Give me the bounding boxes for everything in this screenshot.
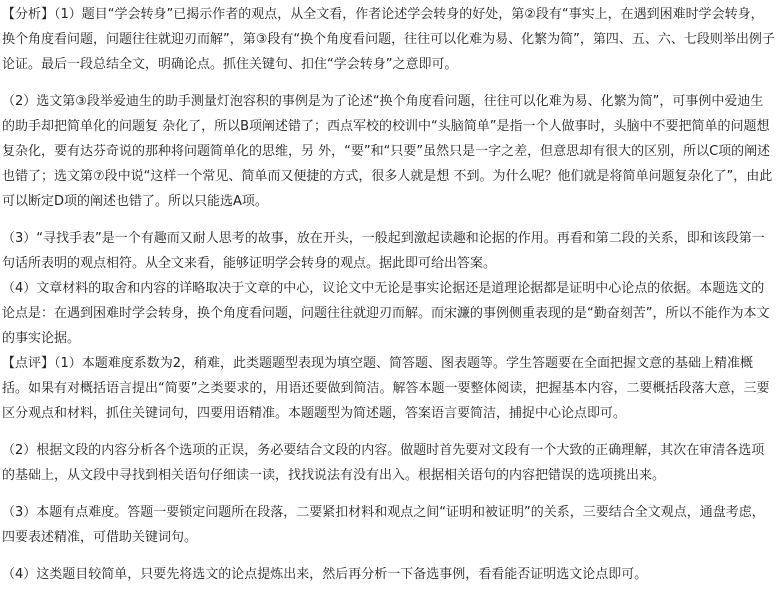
- comment-text-1: （1）本题难度系数为2，稍难，此类题题型表现为填空题、简答题、图表题等。学生答题要在全面把握文意的基础上精准概括。如果有对概括语言提出“简要”之类要求的，用语还要做到简洁。解答本题一要整体阅读，把握基本内容，二要概括段落大意，三要区分观点和材料，抓住关键词句，四要用语精准。本题题型为简述题，答案语言要简洁，捕捉中心论点即可。: [2, 356, 770, 421]
- comment-paragraph-2: （2）根据文段的内容分析各个选项的正误，务必要结合文段的内容。做题时首先要对文段有一个大致的正确理解，其次在审清各选项的基础上，从文段中寻找到相关语句仔细读一读，找找说法有没有出入。根据相关语句的内容把错误的选项挑出来。: [2, 443, 765, 483]
- comment-paragraph-4: （4）这类题目较简单，只要先将选文的论点提炼出来，然后再分析一下备选事例，看看能否证明选文论点即可。: [2, 567, 648, 582]
- comment-paragraph-1: [2, 351, 776, 426]
- analysis-paragraph-1: [2, 2, 776, 77]
- analysis-paragraph-4: （4）文章材料的取舍和内容的详略取决于文章的中心，议论文中无论是事实论据还是道理论据都是证明中心论点的依据。本题选文的论点是：在遇到困难时学会转身，换个角度看问题，问题往往就迎刃而解。而宋濂的事例侧重表现的是“勤奋刻苦”，所以不能作为本文的事实论据。: [2, 281, 770, 346]
- analysis-paragraph-3: （3）“寻找手表”是一个有趣而又耐人思考的故事，放在开头，一般起到激起读趣和论据的作用。再看和第二段的关系，即和该段第一句话所表明的观点相符。从全文来看，能够证明学会转身的观点。据此即可给出答案。: [2, 231, 765, 271]
- comment-paragraph-3: （3）本题有点难度。答题一要锁定问题所在段落，二要紧扣材料和观点之间“证明和被证明”的关系，三要结合全文观点，通盘考虑，四要表述精准，可借助关键词句。: [2, 505, 765, 545]
- analysis-text-1: （1）题目“学会转身”已揭示作者的观点，从全文看，作者论述学会转身的好处，第②段有“事实上，在遇到困难时学会转身，换个角度看问题，问题往往就迎刃而解”，第③段有“换个角度看问题，往往可以化难为易、化繁为简”，第四、五、六、七段则举出例子论证。最后一段总结全文，明确论点。抓住关键句、扣住“学会转身”之意即可。: [2, 7, 775, 72]
- analysis-paragraph-2: （2）选文第③段举爱迪生的助手测量灯泡容积的事例是为了论述“换个角度看问题，往往可以化难为易、化繁为简”，可事例中爱迪生的助手却把简单化的问题复 杂化了，所以B项阐述错了；西点军校的校训中“头脑简单”是指一个人做事时，头脑中不要把简单的问题想复杂化，要有达芬奇说的那种将问题简单化的思维，另 外，“要”和“只要”虽然只是一字之差，但意思却有很大的区别，所以C项的阐述也错了；选文第⑦段中说“这样一个常见、简单而又便捷的方式，很多人就是想 不到。为什么呢？他们就是将简单问题复杂化了”，由此可以断定D项的阐述也错了。所以只能选A项。: [2, 94, 773, 209]
- answer-analysis-document: [2, 2, 776, 587]
- analysis-tag: 【分析】: [2, 7, 55, 22]
- comment-tag: 【点评】: [2, 356, 55, 371]
